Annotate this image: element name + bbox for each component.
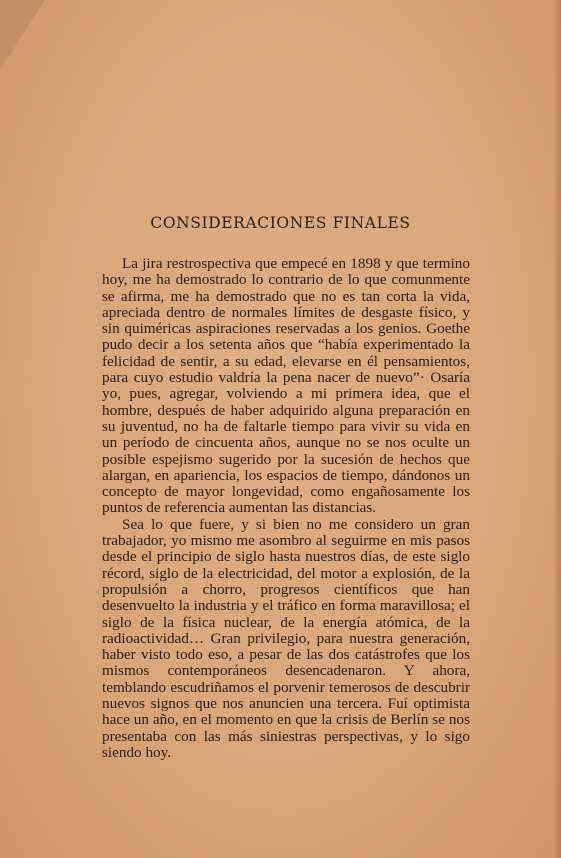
paragraph-2: Sea lo que fuere, y si bien no me considero un gran trabajador, yo mismo me asombro al seguirme en mis pasos desde el principio de siglo hasta nuestros días, de este siglo récord, siglo de la electricidad, del motor a explosión, de la propulsión a chorro, progresos científicos que han desenvuelto la industria y el tráfico en forma maravillosa; el siglo de la física nuclear, de la energía atómica, de la radioactividad… Gran privilegio, para nuestra generación, haber visto todo eso, a pesar de las dos catástrofes que los mismos contemporáneos desencadenaron. Y ahora, temblando escudriñamos el porvenir temerosos de descubrir nuevos signos que nos anuncien una tercera. Fuí optimista hace un año, en el momento en que la crisis de Berlín se nos presentaba con las más siniestras perspectivas, y lo sigo siendo hoy.: [102, 515, 470, 761]
page-title: CONSIDERACIONES FINALES: [150, 214, 411, 232]
page-edge-shadow: [553, 0, 561, 858]
paragraph-1: La jira restrospectiva que empecé en 1898 y que termino hoy, me ha demostrado lo contrario de lo que comunmente se afirma, me ha demostrado que no es tan corta la vida, apreciada dentro de normales límites de desgaste físico, y sin quiméricas aspiraciones reservadas a los genios. Goethe pudo decir a los setenta años que “había experimentado la felicidad de sentir, a su edad, elevarse en él pensamientos, para cuyo estudio valdría la pena nacer de nuevo”· Osaría yo, pues, agregar, volviendo a mi primera idea, que el hombre, después de haber adquirido alguna preparación en su juventud, no ha de faltarle tiempo para vivir su vida en un período de cincuenta años, aunque no se nos oculte un posible espejismo sugerido por la sucesión de hechos que alargan, en apariencia, los espacios de tiempo, dándonos un concepto de mayor longevidad, como engañosamente los puntos de referencia aumentan las distancias.: [102, 255, 470, 517]
torn-corner: [0, 0, 45, 70]
body-text: [102, 256, 470, 761]
